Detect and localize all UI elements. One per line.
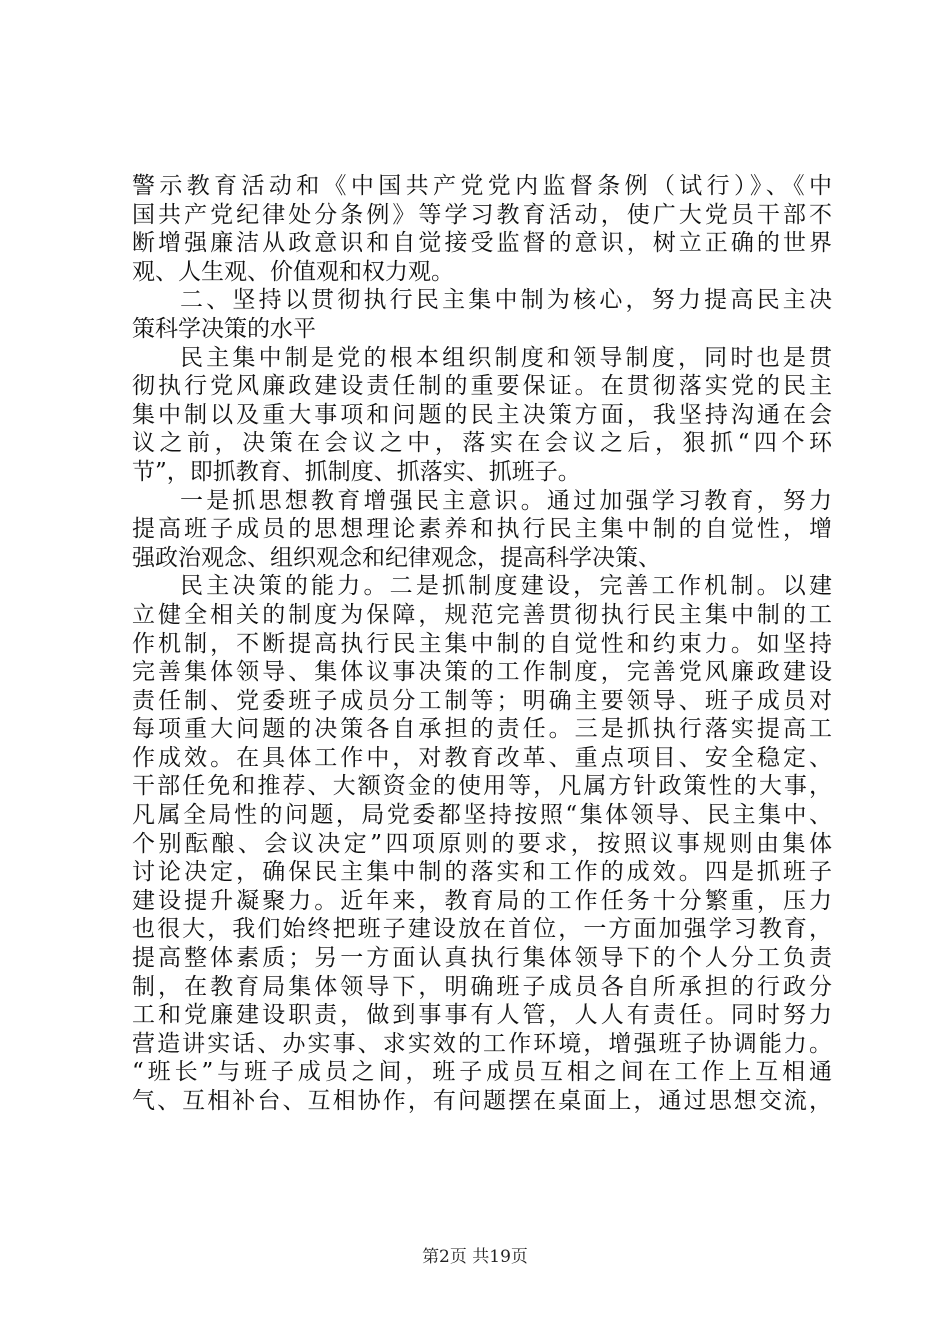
text-line: 断增强廉洁从政意识和自觉接受监督的意识，树立正确的世界	[132, 230, 832, 257]
text-line: 提高班子成员的思想理论素养和执行民主集中制的自觉性，增	[132, 516, 832, 543]
text-line: “班长”与班子成员之间，班子成员互相之间在工作上互相通	[132, 1059, 832, 1086]
text-line: 一是抓思想教育增强民主意识。通过加强学习教育，努力	[180, 487, 832, 514]
text-line: 也很大，我们始终把班子建设放在首位，一方面加强学习教育，	[132, 916, 832, 943]
text-line: 作机制，不断提高执行民主集中制的自觉性和约束力。如坚持	[132, 630, 832, 657]
section-heading-line: 二、坚持以贯彻执行民主集中制为核心，努力提高民主决	[180, 287, 832, 314]
text-line: 工和党廉建设职责，做到事事有人管，人人有责任。同时努力	[132, 1002, 832, 1029]
text-line: 观、人生观、价值观和权力观。	[132, 258, 454, 285]
text-line: 民主决策的能力。二是抓制度建设，完善工作机制。以建	[180, 573, 832, 600]
text-line: 完善集体领导、集体议事决策的工作制度，完善党风廉政建设	[132, 659, 832, 686]
text-line: 警示教育活动和《中国共产党党内监督条例（试行）》、《中	[132, 173, 832, 199]
text-line: 议之前，决策在会议之中，落实在会议之后，狠抓“四个环	[132, 430, 832, 457]
text-line: 强政治观念、组织观念和纪律观念，提高科学决策、	[132, 544, 661, 571]
text-line: 国共产党纪律处分条例》等学习教育活动，使广大党员干部不	[132, 201, 832, 228]
text-line: 集中制以及重大事项和问题的民主决策方面，我坚持沟通在会	[132, 401, 832, 428]
text-line: 民主集中制是党的根本组织制度和领导制度，同时也是贯	[180, 344, 832, 371]
page-number-footer: 第2页 共19页	[422, 1247, 528, 1267]
text-line: 节”，即抓教育、抓制度、抓落实、抓班子。	[132, 458, 581, 485]
text-line: 提高整体素质；另一方面认真执行集体领导下的个人分工负责	[132, 945, 832, 972]
text-line: 气、互相补台、互相协作，有问题摆在桌面上，通过思想交流，	[132, 1088, 832, 1114]
text-line: 讨论决定，确保民主集中制的落实和工作的成效。四是抓班子	[132, 859, 832, 886]
text-line: 立健全相关的制度为保障，规范完善贯彻执行民主集中制的工	[132, 601, 832, 628]
text-line: 彻执行党风廉政建设责任制的重要保证。在贯彻落实党的民主	[132, 373, 832, 400]
text-line: 个别酝酿、会议决定”四项原则的要求，按照议事规则由集体	[132, 830, 832, 857]
text-line: 作成效。在具体工作中，对教育改革、重点项目、安全稳定、	[132, 744, 832, 771]
text-line: 干部任免和推荐、大额资金的使用等，凡属方针政策性的大事，	[132, 773, 832, 800]
text-line: 建设提升凝聚力。近年来，教育局的工作任务十分繁重，压力	[132, 887, 832, 914]
section-heading-line: 策科学决策的水平	[132, 315, 316, 342]
text-line: 营造讲实话、办实事、求实效的工作环境，增强班子协调能力。	[132, 1030, 832, 1057]
text-line: 每项重大问题的决策各自承担的责任。三是抓执行落实提高工	[132, 716, 832, 743]
text-line: 凡属全局性的问题，局党委都坚持按照“集体领导、民主集中、	[132, 802, 832, 829]
document-body	[132, 172, 832, 1116]
text-line: 责任制、党委班子成员分工制等；明确主要领导、班子成员对	[132, 687, 832, 714]
text-line: 制，在教育局集体领导下，明确班子成员各自所承担的行政分	[132, 973, 832, 1000]
